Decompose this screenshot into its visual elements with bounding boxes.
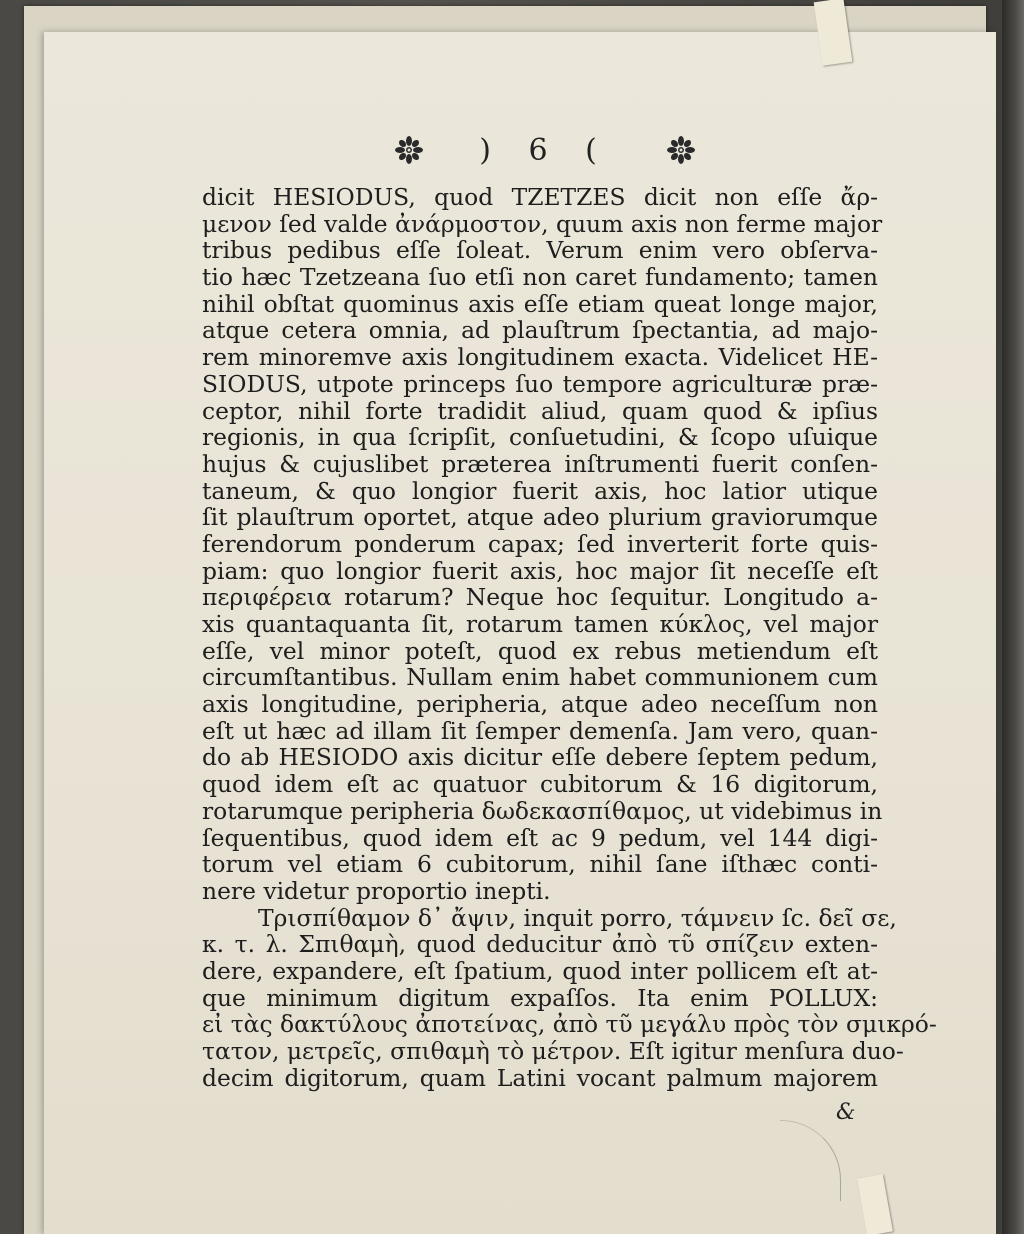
text-line: μενον ſed valde ἀνάρμοστον, quum axis non ferme major — [202, 209, 883, 238]
text-line: τατον, μετρεῖς, σπιθαμὴ τὸ μέτρον. Eſt igitur menſura duo- — [202, 1037, 904, 1065]
text-line: que minimum digitum expaſſos. Ita enim POLLUX: — [202, 983, 878, 1012]
text-line: xis quantaquanta ſit, rotarum tamen κύκλος, vel major — [202, 610, 878, 638]
page-number: ) 6 ( — [479, 132, 611, 168]
catchword: & — [836, 1100, 856, 1125]
text-line: rotarumque peripheria δωδεκασπίθαμος, ut videbimus in — [202, 796, 883, 825]
text-line: do ab HESIODO axis dicitur eſſe debere ſeptem pedum, — [202, 743, 878, 772]
body-text — [202, 183, 937, 1092]
page-header — [395, 130, 695, 170]
text-line: piam: quo longior fuerit axis, hoc major ſit neceſſe eſt — [202, 556, 878, 585]
text-line: axis longitudine, peripheria, atque adeo neceſſum non — [202, 690, 878, 719]
text-line: nihil obſtat quominus axis eſſe etiam queat longe major, — [202, 289, 878, 318]
text-line: torum vel etiam 6 cubitorum, nihil ſane iſthæc conti- — [202, 850, 878, 879]
text-line: tribus pedibus eſſe ſoleat. Verum enim vero obſerva- — [202, 236, 878, 265]
text-line: dicit HESIODUS, quod TZETZES dicit non eſſe ἄρ- — [202, 183, 878, 211]
text-line: tio hæc Tzetzeana ſuo etſi non caret fundamento; tamen — [202, 263, 878, 292]
text-line: eſſe, vel minor poteſt, quod ex rebus metiendum eſt — [202, 636, 878, 665]
text-line: quod idem eſt ac quatuor cubitorum & 16 digitorum, — [202, 770, 878, 799]
text-line: ſequentibus, quod idem eſt ac 9 pedum, vel 144 digi- — [202, 823, 878, 852]
text-line: decim digitorum, quam Latini vocant palmum majorem — [202, 1063, 878, 1092]
text-line: SIODUS, utpote princeps ſuo tempore agriculturæ præ- — [202, 369, 878, 398]
text-line: ferendorum ponderum capax; ſed inverterit forte quis- — [202, 529, 878, 558]
text-line: ceptor, nihil forte tradidit aliud, quam quod & ipſius — [202, 396, 878, 425]
text-line: rem minoremve axis longitudinem exacta. Videlicet HE- — [202, 343, 878, 372]
text-line: περιφέρεια rotarum? Neque hoc ſequitur. Longitudo a- — [202, 583, 878, 612]
flower-ornament-icon — [395, 136, 423, 164]
text-line: Τρισπίθαμον δ᾽ ἄψιν, inquit porro, τάμνειν ſc. δεῖ σε, — [258, 903, 897, 932]
text-line: nere videtur proportio inepti. — [202, 876, 551, 905]
text-line: κ. τ. λ. Σπιθαμὴ, quod deducitur ἀπὸ τῦ σπίζειν exten- — [202, 930, 878, 959]
text-line: dere, expandere, eſt ſpatium, quod inter pollicem eſt at- — [202, 956, 878, 985]
text-line: eſt ut hæc ad illam ſit ſemper demenſa. Jam vero, quan- — [202, 716, 878, 745]
flower-ornament-icon — [667, 136, 695, 164]
text-line: atque cetera omnia, ad plauſtrum ſpectantia, ad majo- — [202, 316, 878, 345]
text-line: ſit plauſtrum oportet, atque adeo plurium graviorumque — [202, 503, 878, 532]
text-line: taneum, & quo longior fuerit axis, hoc latior utique — [202, 476, 878, 505]
text-line: regionis, in qua ſcripſit, conſuetudini, & ſcopo uſuique — [202, 423, 878, 452]
text-line: circumſtantibus. Nullam enim habet communionem cum — [202, 663, 878, 692]
book-spine-edge — [1002, 0, 1024, 1234]
text-line: εἰ τὰς δακτύλους ἀποτείνας, ἀπὸ τῦ μεγάλυ πρὸς τὸν σμικρό- — [202, 1010, 937, 1039]
text-line: hujus & cujuslibet præterea inſtrumenti fuerit conſen- — [202, 449, 878, 478]
